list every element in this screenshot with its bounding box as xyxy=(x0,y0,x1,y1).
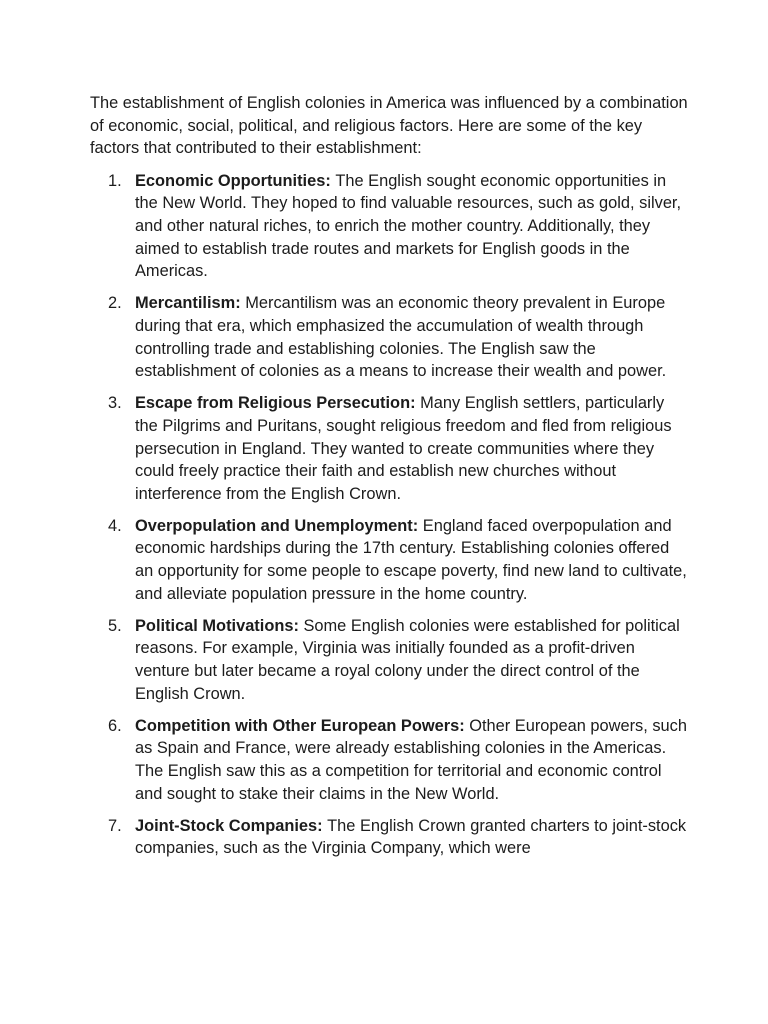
list-item-number: 5. xyxy=(108,616,122,635)
list-item xyxy=(90,170,690,283)
list-item-text: England faced overpopulation and economic hardships during the 17th century. Establishing colonies offered an opportunity for some people to escape poverty, find new land to cultivate, and alleviate population pressure in the home country. xyxy=(135,516,687,603)
list-item-text: The English Crown granted charters to joint-stock companies, such as the Virginia Company, which were xyxy=(135,816,687,858)
list-item-title: Overpopulation and Unemployment: xyxy=(135,516,423,535)
list-item-text: Other European powers, such as Spain and France, were already establishing colonies in the Americas. The English saw this as a competition for territorial and economic control and sought to stake their claims in the New World. xyxy=(135,716,687,803)
factors-list xyxy=(90,170,690,860)
list-item xyxy=(90,615,690,705)
list-item xyxy=(90,815,690,860)
list-item-title: Political Motivations: xyxy=(135,616,304,635)
intro-paragraph: The establishment of English colonies in America was influenced by a combination of economic, social, political, and religious factors. Here are some of the key factors that contributed to their establishment: xyxy=(90,94,688,158)
list-item-number: 4. xyxy=(108,516,122,535)
list-item-title: Economic Opportunities: xyxy=(135,171,336,190)
list-item xyxy=(90,292,690,382)
list-item-number: 2. xyxy=(108,294,122,313)
list-item-number: 7. xyxy=(108,816,122,835)
list-item xyxy=(90,392,690,505)
list-item-title: Joint-Stock Companies: xyxy=(135,816,328,835)
list-item-text: The English sought economic opportunities in the New World. They hoped to find valuable resources, such as gold, silver, and other natural riches, to enrich the mother country. Additionally, they aimed to establish trade routes and markets for English goods in the Americas. xyxy=(135,171,682,281)
list-item xyxy=(90,715,690,805)
list-item-number: 3. xyxy=(108,394,122,413)
list-item xyxy=(90,515,690,605)
list-item-text: Mercantilism was an economic theory prevalent in Europe during that era, which emphasized the accumulation of wealth through controlling trade and establishing colonies. The English saw the establishment of colonies as a means to increase their wealth and power. xyxy=(135,294,667,381)
document-page xyxy=(90,92,690,870)
list-item-text: Some English colonies were established for political reasons. For example, Virginia was initially founded as a profit-driven venture but later became a royal colony under the direct control of the English Crown. xyxy=(135,616,680,703)
list-item-title: Mercantilism: xyxy=(135,294,246,313)
list-item-text: Many English settlers, particularly the Pilgrims and Puritans, sought religious freedom and fled from religious persecution in England. They wanted to create communities where they could freely practice their faith and establish new churches without interference from the English Crown. xyxy=(135,394,672,503)
list-item-number: 1. xyxy=(108,171,122,190)
list-item-number: 6. xyxy=(108,716,122,735)
list-item-title: Escape from Religious Persecution: xyxy=(135,394,421,413)
list-item-title: Competition with Other European Powers: xyxy=(135,716,470,735)
